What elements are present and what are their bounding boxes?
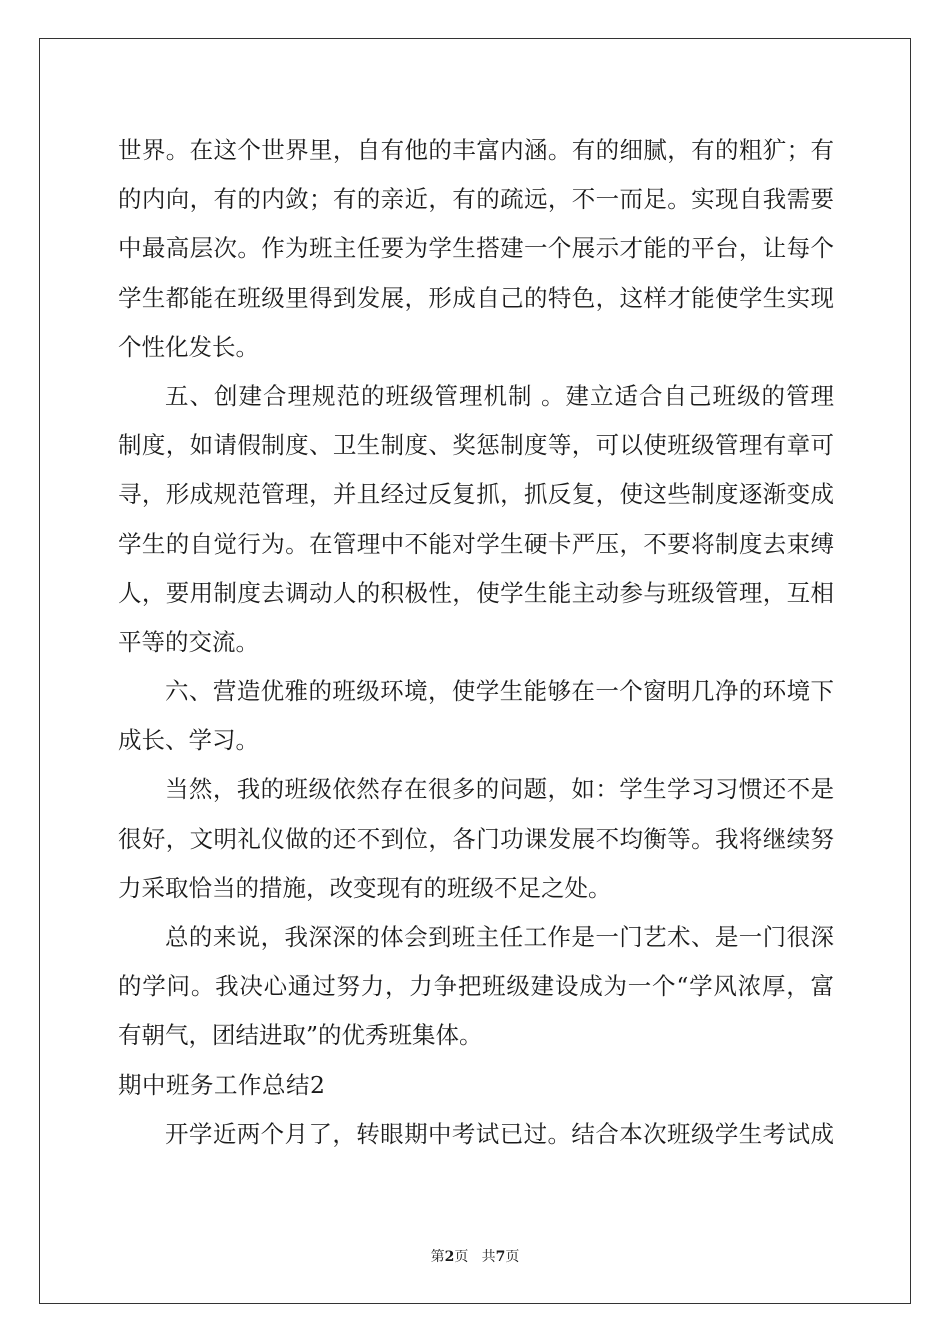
text-line: 成长、学习。 <box>118 726 259 755</box>
text-line: 平等的交流。 <box>118 627 259 656</box>
text-line: 个性化发长。 <box>118 332 259 361</box>
text-line: 中最高层次。作为班主任要为学生搭建一个展示才能的平台，让每个 <box>118 234 834 263</box>
text-line: 的学问。我决心通过努力，力争把班级建设成为一个“学风浓厚，富 <box>118 972 834 1001</box>
text-line: 当然，我的班级依然存在很多的问题，如：学生学习习惯还不是 <box>165 775 834 804</box>
footer-total-suffix: 页 <box>505 1249 520 1265</box>
text-line: 五、创建合理规范的班级管理机制 。建立适合自己班级的管理 <box>165 381 834 410</box>
text-line: 的内向，有的内敛；有的亲近，有的疏远，不一而足。实现自我需要 <box>118 185 834 214</box>
footer-total-pages: 7 <box>495 1249 506 1265</box>
text-line: 人，要用制度去调动人的积极性，使学生能主动参与班级管理，互相 <box>118 578 834 607</box>
text-line: 开学近两个月了，转眼期中考试已过。结合本次班级学生考试成 <box>165 1119 834 1148</box>
footer-page-suffix: 页 <box>454 1249 469 1265</box>
footer-total-prefix: 共 <box>481 1249 496 1265</box>
page-footer <box>0 1246 950 1266</box>
text-line: 寻，形成规范管理，并且经过反复抓，抓反复，使这些制度逐渐变成 <box>118 480 834 509</box>
text-line: 有朝气，团结进取”的优秀班集体。 <box>118 1021 483 1050</box>
text-line: 世界。在这个世界里，自有他的丰富内涵。有的细腻，有的粗犷；有 <box>118 136 834 164</box>
footer-prefix: 第 <box>430 1249 445 1265</box>
text-line: 总的来说，我深深的体会到班主任工作是一门艺术、是一门很深 <box>165 923 834 951</box>
text-line: 很好，文明礼仪做的还不到位，各门功课发展不均衡等。我将继续努 <box>118 824 834 853</box>
document-body <box>118 126 834 1159</box>
text-line: 制度，如请假制度、卫生制度、奖惩制度等，可以使班级管理有章可 <box>118 431 834 460</box>
section-heading: 期中班务工作总结2 <box>118 1070 326 1099</box>
text-line: 学生的自觉行为。在管理中不能对学生硬卡严压，不要将制度去束缚 <box>118 529 834 558</box>
footer-page-number: 2 <box>444 1249 455 1265</box>
text-line: 学生都能在班级里得到发展，形成自己的特色，这样才能使学生实现 <box>118 283 834 312</box>
text-line: 力采取恰当的措施，改变现有的班级不足之处。 <box>118 873 612 902</box>
text-line: 六、营造优雅的班级环境，使学生能够在一个窗明几净的环境下 <box>165 677 834 706</box>
